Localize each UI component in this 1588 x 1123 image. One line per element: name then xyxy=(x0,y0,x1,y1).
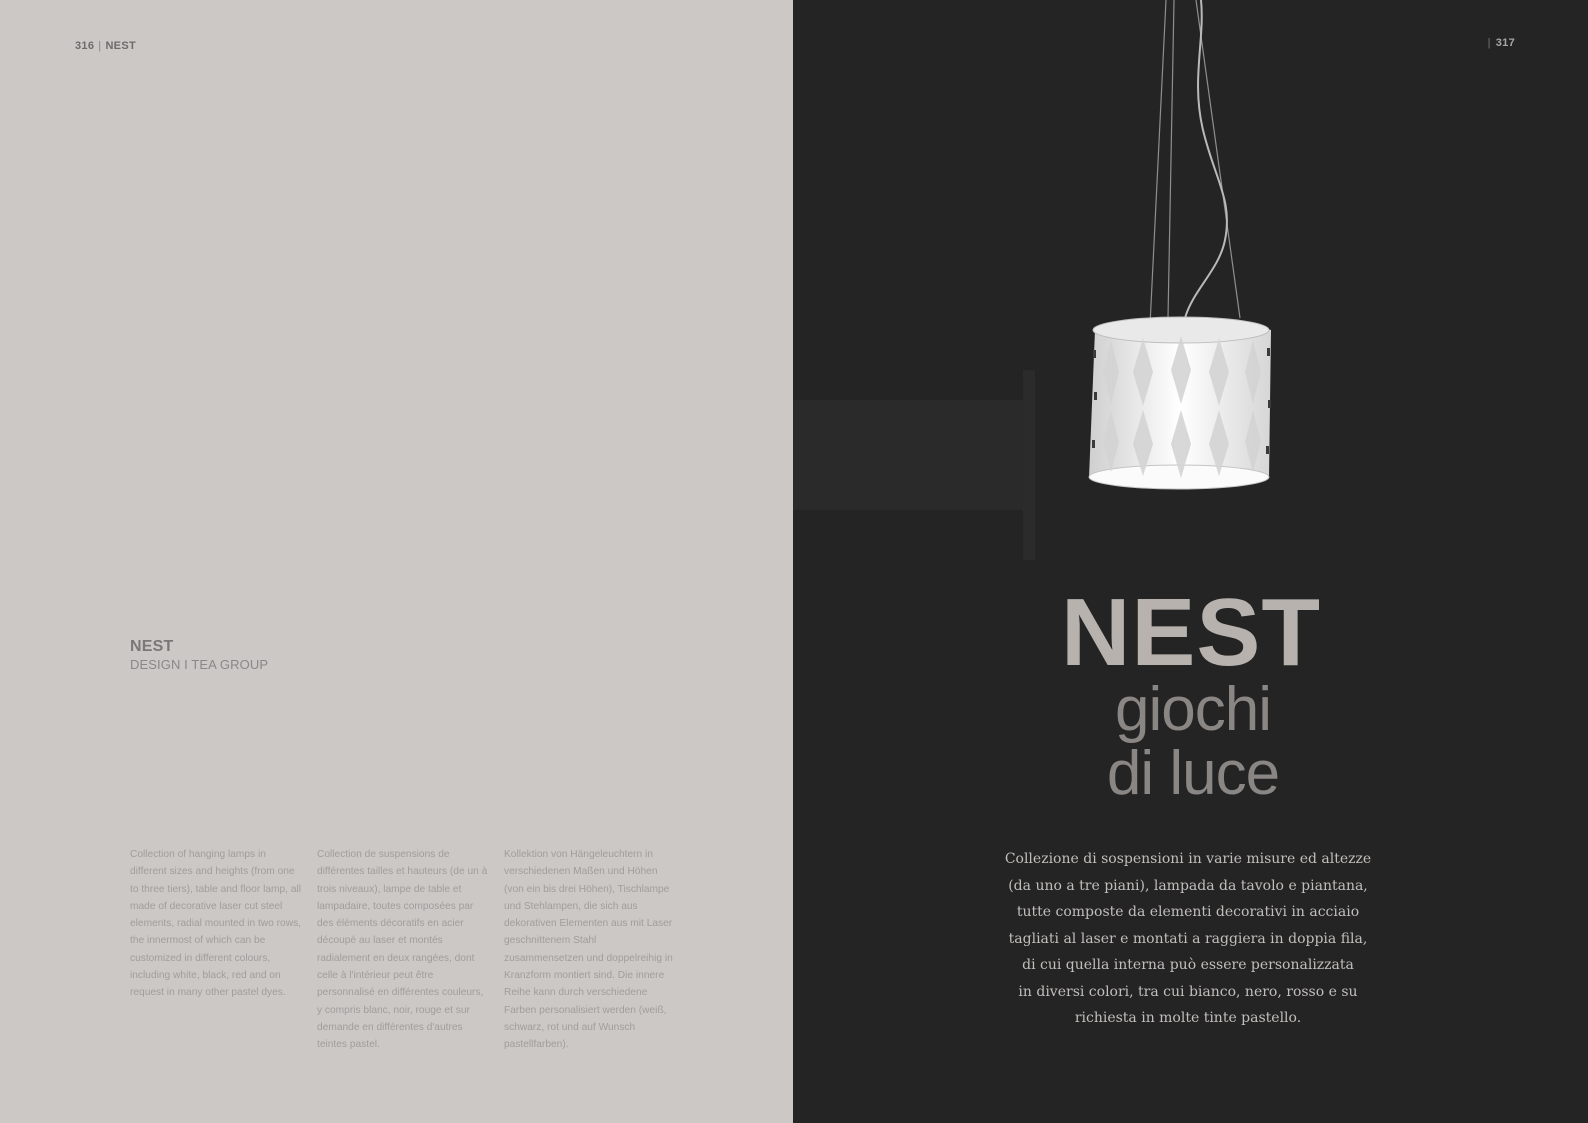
description-english: Collection of hanging lamps in different sizes and heights (from one to three tiers), table and floor lamp, all made of decorative laser cut steel elements, radial mounted in two rows, the innermost of which can be customized in different colours, including white, black, red and on request in many other pastel dyes. xyxy=(130,849,302,999)
product-name: NEST xyxy=(130,638,174,655)
suspension-cable xyxy=(1196,0,1240,318)
right-page xyxy=(793,0,1588,1123)
lamp-shade xyxy=(1089,317,1271,489)
description-italian xyxy=(963,846,1413,1032)
brand-title: NEST xyxy=(1060,579,1322,686)
left-folio xyxy=(75,40,136,52)
italian-line: richiesta in molte tinte pastello. xyxy=(1074,1010,1302,1026)
running-head: NEST xyxy=(105,40,136,52)
right-page-number: 317 xyxy=(1495,37,1515,49)
left-folio-separator: | xyxy=(98,40,102,52)
left-page-number: 316 xyxy=(75,40,95,52)
italian-line: (da uno a tre piani), lampada da tavolo e piantana, xyxy=(1008,877,1368,894)
italian-line: in diversi colori, tra cui bianco, nero, rosso e su xyxy=(1018,983,1358,1000)
tagline xyxy=(993,675,1393,808)
italian-line: di cui quella interna può essere personalizzata xyxy=(1022,957,1354,973)
italian-line: tutte composte da elementi decorativi in acciaio xyxy=(1016,904,1360,920)
suspension-cable xyxy=(1150,0,1166,325)
background-shadow xyxy=(793,400,1033,510)
italian-line: tagliati al laser e montati a raggiera in doppia fila, xyxy=(1008,930,1368,947)
tagline-line-1: giochi xyxy=(1115,675,1271,744)
italian-line: Collezione di sospensioni in varie misure ed altezze xyxy=(1004,851,1372,867)
product-design: DESIGN I TEA GROUP xyxy=(130,657,269,672)
description-french: Collection de suspensions de différentes tailles et hauteurs (de un à trois niveaux), lampe de table et lampadaire, toutes composées par des éléments décoratifs en acier découpé au laser et montés radialement en deux rangées, dont celle à l'intérieur peut être personnalisé en différentes couleurs, y compris blanc, noir, rouge et sur demande en différentes d'autres teintes pastel. xyxy=(317,849,488,1051)
pendant-lamp-photo xyxy=(793,0,1588,560)
right-folio-separator: | xyxy=(1487,37,1491,49)
background-shadow xyxy=(1023,370,1035,560)
power-cord xyxy=(1185,0,1227,318)
product-credit xyxy=(130,638,268,673)
left-page xyxy=(0,0,793,1123)
suspension-cable xyxy=(1168,0,1174,318)
tagline-line-2: di luce xyxy=(1106,739,1280,808)
description-german: Kollektion von Hängeleuchtern in verschiedenen Maßen und Höhen (von ein bis drei Höhen), Tischlampe und Stehlampen, die sich aus dekorativen Elementen aus mit Laser geschnittenem Stahl zusammensetzen und doppelreihig in Kranzform montiert sind. Die innere Reihe kann durch verschiedene Farben personalisiert werden (weiß, schwarz, rot und auf Wunsch pastellfarben). xyxy=(504,849,673,1051)
